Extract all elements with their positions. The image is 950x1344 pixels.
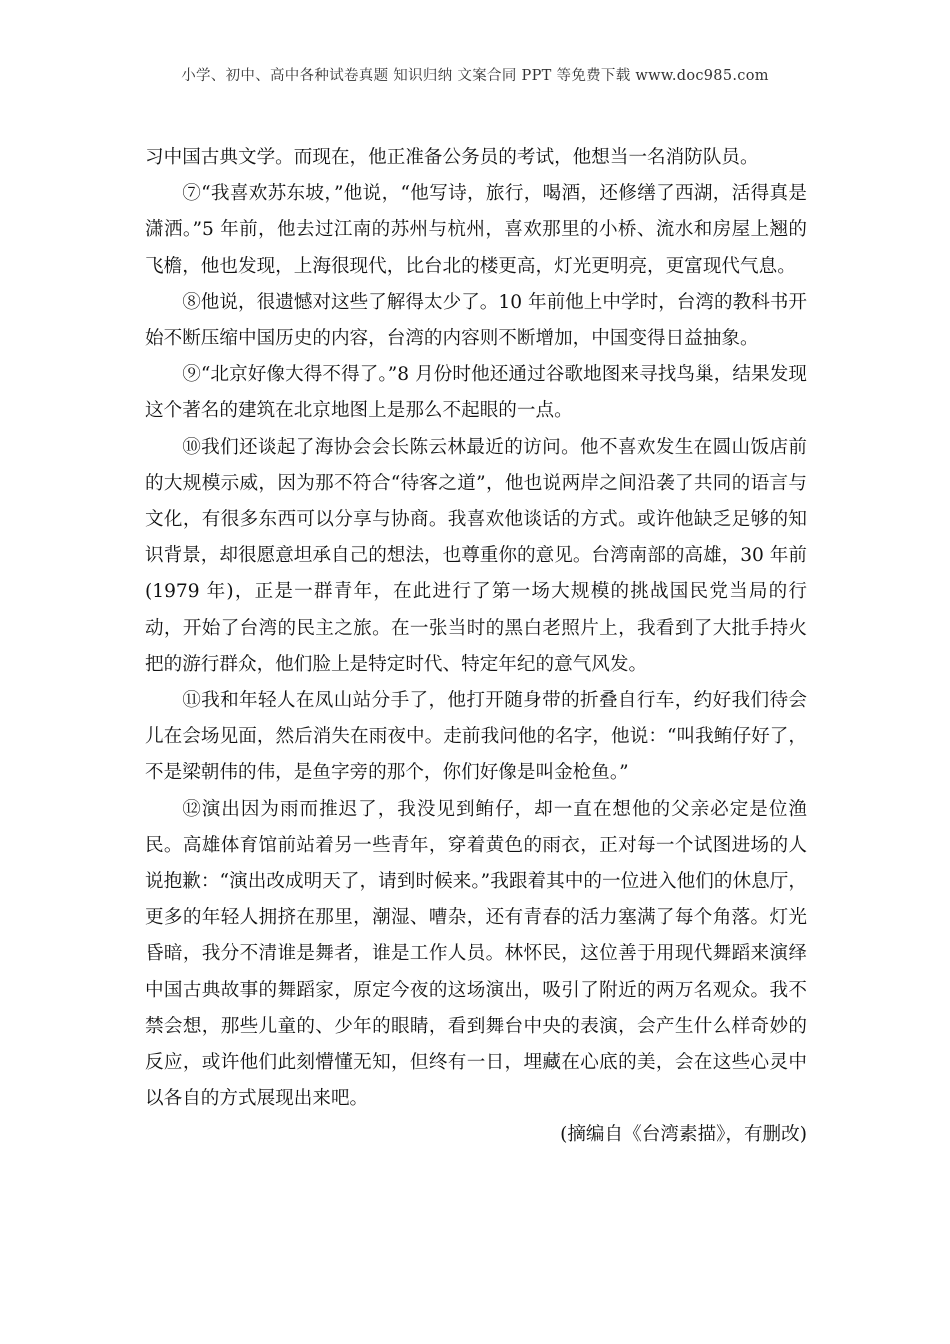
- source-citation: (摘编自《台湾素描》，有删改): [560, 1124, 807, 1146]
- article-body: [145, 140, 807, 1154]
- paragraph-7: ⑦“我喜欢苏东坡，”他说，“他写诗，旅行，喝酒，还修缮了西湖，活得真是潇洒。”5 年前，他去过江南的苏州与杭州，喜欢那里的小桥、流水和房屋上翘的飞檐，他也发现，上海很现代，比台北的楼更高，灯光更明亮，更富现代气息。: [145, 183, 807, 277]
- paragraph-12: ⑫演出因为雨而推迟了，我没见到鲔仔，却一直在想他的父亲必定是位渔民。高雄体育馆前站着另一些青年，穿着黄色的雨衣，正对每一个试图进场的人说抱歉：“演出改成明天了，请到时候来。”我跟着其中的一位进入他们的休息厅，更多的年轻人拥挤在那里，潮湿、嘈杂，还有青春的活力塞满了每个角落。灯光昏暗，我分不清谁是舞者，谁是工作人员。林怀民，这位善于用现代舞蹈来演绎中国古典故事的舞蹈家，原定今夜的这场演出，吸引了附近的两万名观众。我不禁会想，那些儿童的、少年的眼睛，看到舞台中央的表演，会产生什么样奇妙的反应，或许他们此刻懵懂无知，但终有一日，埋藏在心底的美，会在这些心灵中以各自的方式展现出来吧。: [145, 798, 807, 1110]
- paragraph-10: ⑩我们还谈起了海协会会长陈云林最近的访问。他不喜欢发生在圆山饭店前的大规模示威，因为那不符合“待客之道”，他也说两岸之间沿袭了共同的语言与文化，有很多东西可以分享与协商。我喜欢他谈话的方式。或许他缺乏足够的知识背景，却很愿意坦承自己的想法，也尊重你的意见。台湾南部的高雄，30 年前(1979 年)，正是一群青年，在此进行了第一场大规模的挑战国民党当局的行动，开始了台湾的民主之旅。在一张当时的黑白老照片上，我看到了大批手持火把的游行群众，他们脸上是特定时代、特定年纪的意气风发。: [145, 436, 807, 675]
- paragraph-8: ⑧他说，很遗憾对这些了解得太少了。10 年前他上中学时，台湾的教科书开始不断压缩中国历史的内容，台湾的内容则不断增加，中国变得日益抽象。: [145, 291, 807, 350]
- page-header: 小学、初中、高中各种试卷真题 知识归纳 文案合同 PPT 等免费下载 www.doc985.com: [181, 68, 769, 84]
- paragraph-9: ⑨“北京好像大得不得了。”8 月份时他还通过谷歌地图来寻找鸟巢，结果发现这个著名的建筑在北京地图上是那么不起眼的一点。: [145, 364, 807, 422]
- paragraph-continued: 习中国古典文学。而现在，他正准备公务员的考试，他想当一名消防队员。: [145, 147, 759, 168]
- paragraph-11: ⑪我和年轻人在凤山站分手了，他打开随身带的折叠自行车，约好我们待会儿在会场见面，然后消失在雨夜中。走前我问他的名字，他说：“叫我鲔仔好了，不是梁朝伟的伟，是鱼字旁的那个，你们好像是叫金枪鱼。”: [145, 690, 807, 784]
